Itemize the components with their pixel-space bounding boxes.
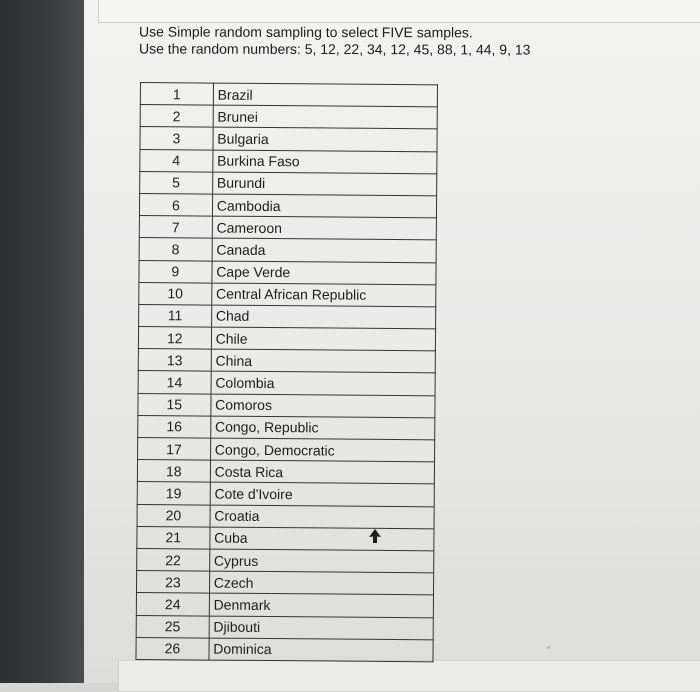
- row-number-cell: 20: [137, 504, 210, 527]
- row-number-cell: 7: [139, 216, 212, 239]
- country-name-cell: Brunei: [213, 105, 437, 129]
- row-number-cell: 3: [140, 127, 213, 150]
- country-name-cell: Comoros: [211, 394, 435, 418]
- country-name-cell: Cameroon: [212, 216, 436, 240]
- country-name-cell: Denmark: [209, 593, 433, 617]
- table-row: [137, 460, 434, 485]
- table-row: [138, 437, 435, 462]
- table-row: [138, 327, 435, 352]
- row-number-cell: 19: [137, 482, 210, 505]
- row-number-cell: 9: [139, 260, 212, 283]
- country-name-cell: Cape Verde: [212, 261, 436, 285]
- table-row: [139, 216, 436, 241]
- country-name-cell: Canada: [212, 238, 436, 262]
- table-row: [137, 548, 434, 573]
- instruction-line-2: Use the random numbers: 5, 12, 22, 34, 12, 45, 88, 1, 44, 9, 13: [138, 40, 531, 58]
- table-row: [140, 149, 437, 174]
- country-name-cell: Chile: [211, 327, 435, 351]
- country-name-cell: Cote d'Ivoire: [210, 482, 434, 506]
- table-row: [137, 526, 434, 551]
- country-table-container: [135, 82, 438, 662]
- country-name-cell: Congo, Republic: [210, 416, 434, 440]
- country-name-cell: Brazil: [213, 83, 437, 107]
- row-number-cell: 5: [140, 171, 213, 194]
- row-number-cell: 16: [138, 415, 211, 438]
- country-table: [135, 82, 438, 662]
- country-name-cell: Burundi: [212, 172, 436, 196]
- row-number-cell: 26: [136, 637, 209, 660]
- row-number-cell: 25: [136, 615, 209, 638]
- row-number-cell: 18: [137, 460, 210, 483]
- country-name-cell: Cuba: [210, 527, 434, 551]
- row-number-cell: 2: [140, 105, 213, 128]
- country-name-cell: Central African Republic: [211, 283, 435, 307]
- row-number-cell: 4: [140, 149, 213, 172]
- table-row: [137, 482, 434, 507]
- table-row: [138, 415, 435, 440]
- country-name-cell: Djibouti: [209, 616, 433, 640]
- row-number-cell: 13: [138, 349, 211, 372]
- table-row: [138, 393, 435, 418]
- table-row: [136, 571, 433, 596]
- country-name-cell: Cambodia: [212, 194, 436, 218]
- country-name-cell: Burkina Faso: [213, 150, 437, 174]
- country-name-cell: Croatia: [210, 505, 434, 529]
- row-number-cell: 14: [138, 371, 211, 394]
- row-number-cell: 12: [138, 327, 211, 350]
- mouse-pointer-icon: [368, 528, 382, 544]
- row-number-cell: 21: [137, 526, 210, 549]
- table-row: [140, 105, 437, 130]
- table-row: [140, 171, 437, 196]
- row-number-cell: 8: [139, 238, 212, 261]
- table-row: [136, 593, 433, 618]
- screen-speck: [547, 646, 550, 649]
- country-name-cell: Bulgaria: [213, 127, 437, 151]
- row-number-cell: 1: [140, 83, 213, 106]
- row-number-cell: 10: [139, 282, 212, 305]
- row-number-cell: 15: [138, 393, 211, 416]
- screen-bezel: [0, 0, 84, 683]
- country-name-cell: Czech: [209, 571, 433, 595]
- table-row: [136, 615, 433, 640]
- row-number-cell: 24: [136, 593, 209, 616]
- country-name-cell: Congo, Democratic: [210, 438, 434, 462]
- country-name-cell: China: [211, 349, 435, 373]
- table-row: [139, 238, 436, 263]
- country-name-cell: Cyprus: [209, 549, 433, 573]
- question-instructions: [139, 23, 531, 58]
- row-number-cell: 6: [139, 193, 212, 216]
- row-number-cell: 11: [139, 304, 212, 327]
- table-row: [139, 304, 436, 329]
- table-row: [139, 193, 436, 218]
- row-number-cell: 22: [137, 548, 210, 571]
- table-row: [137, 504, 434, 529]
- country-name-cell: Colombia: [211, 372, 435, 396]
- country-name-cell: Dominica: [209, 638, 433, 662]
- country-name-cell: Chad: [211, 305, 435, 329]
- table-row: [138, 371, 435, 396]
- top-answer-panel: [98, 0, 700, 23]
- table-row: [140, 83, 437, 108]
- table-row: [138, 349, 435, 374]
- row-number-cell: 17: [138, 437, 211, 460]
- bottom-answer-panel: [118, 660, 700, 692]
- instruction-line-1: Use Simple random sampling to select FIVE samples.: [139, 23, 473, 41]
- table-row: [136, 637, 433, 662]
- country-name-cell: Costa Rica: [210, 460, 434, 484]
- table-row: [139, 260, 436, 285]
- row-number-cell: 23: [136, 571, 209, 594]
- table-row: [140, 127, 437, 152]
- table-row: [139, 282, 436, 307]
